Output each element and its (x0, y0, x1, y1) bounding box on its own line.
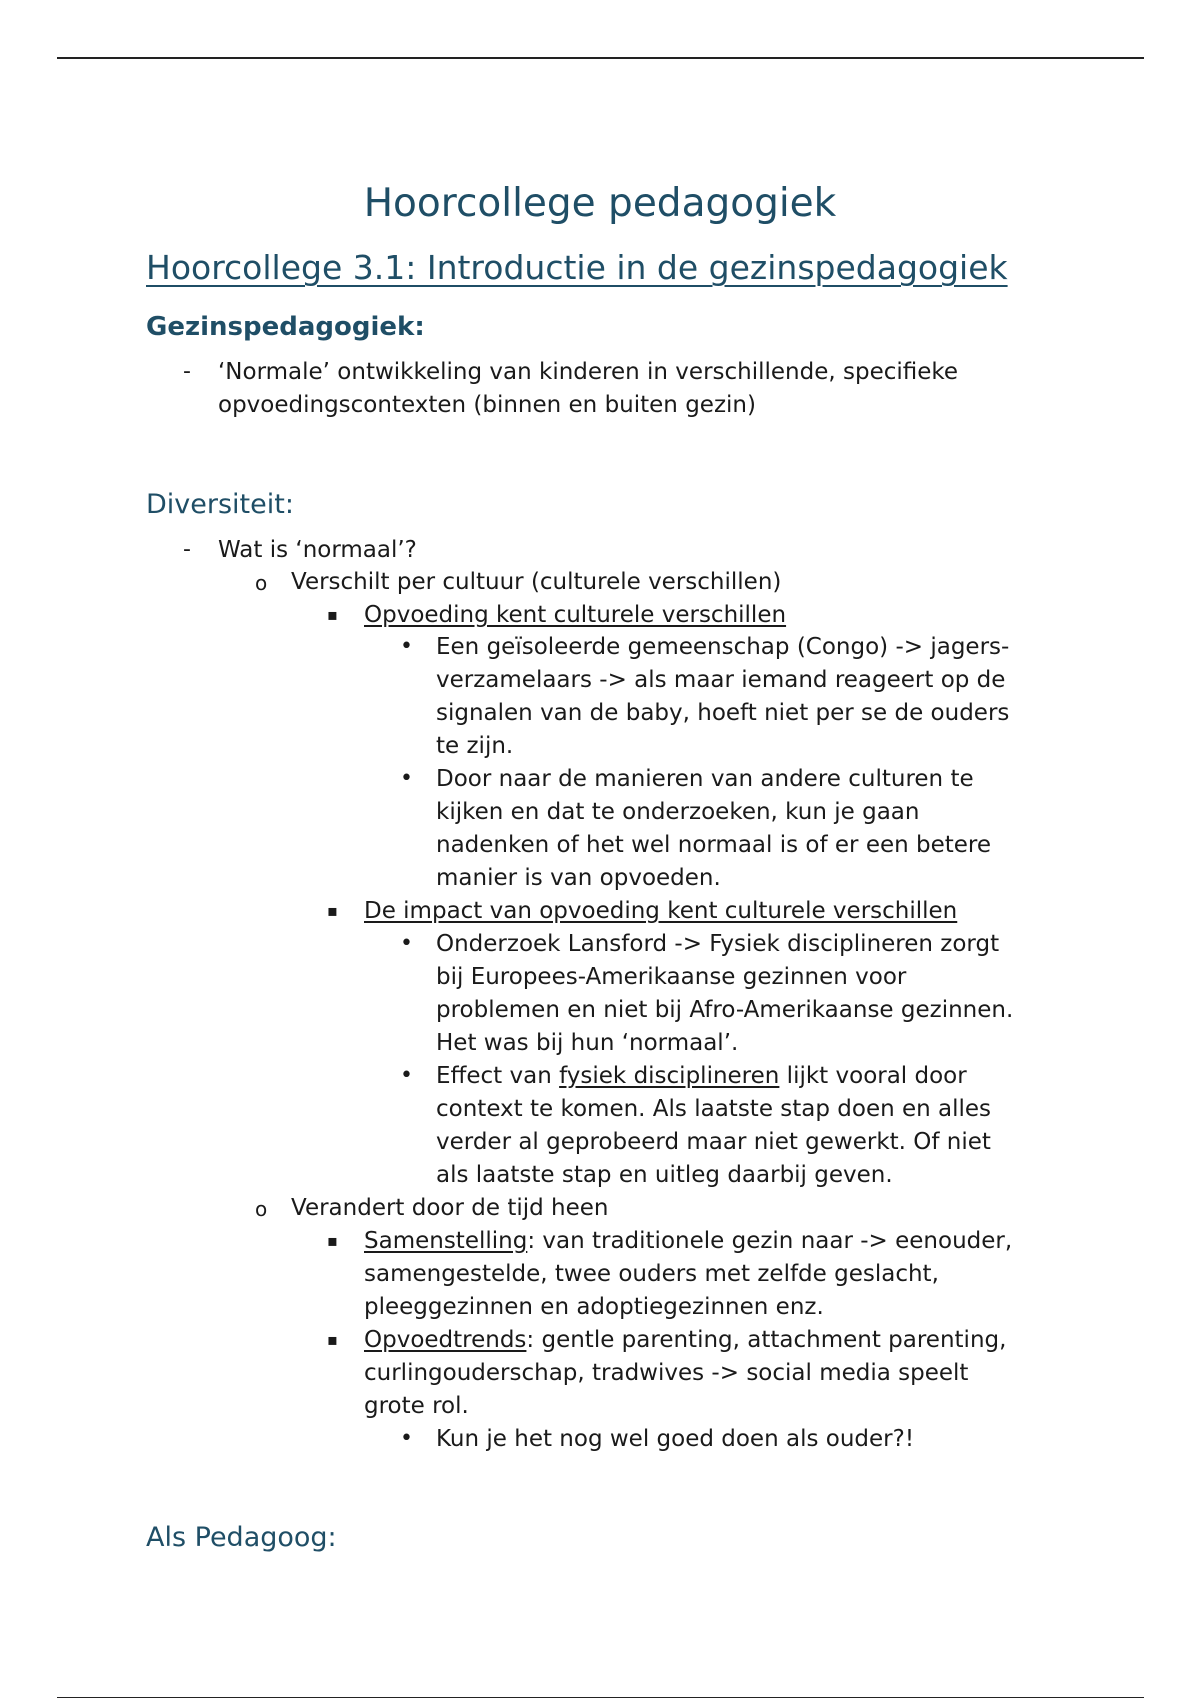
subheading: Gezinspedagogiek: (146, 312, 425, 342)
square-marker: ▪ (327, 605, 338, 624)
list-item-line: verder al geprobeerd maar niet gewerkt. Of niet (436, 1129, 991, 1155)
document-title: Hoorcollege pedagogiek (363, 181, 837, 226)
bullet-marker: • (400, 766, 413, 791)
list-item-line: verzamelaars -> als maar iemand reageert op de (436, 667, 1006, 693)
list-item-line: als laatste stap en uitleg daarbij geven. (436, 1162, 893, 1188)
list-item: Verandert door de tijd heen (291, 1195, 609, 1221)
bullet-marker: • (400, 1063, 413, 1088)
bullet-marker: • (400, 634, 413, 659)
list-item-line: context te komen. Als laatste stap doen en alles (436, 1096, 992, 1122)
list-item-line: Effect van fysiek disciplineren lijkt vooral door (436, 1063, 967, 1089)
list-item: Verschilt per cultuur (culturele verschillen) (291, 569, 782, 595)
diversiteit-heading: Diversiteit: (146, 489, 294, 520)
square-marker: ▪ (327, 901, 338, 920)
pedagoog-heading: Als Pedagoog: (146, 1522, 337, 1553)
list-item-line: Door naar de manieren van andere culturen te (436, 766, 974, 792)
square-marker: ▪ (327, 1231, 338, 1250)
dash-marker: - (183, 359, 191, 384)
list-item-line: problemen en niet bij Afro-Amerikaanse gezinnen. (436, 997, 1014, 1023)
list-item-line: bij Europees-Amerikaanse gezinnen voor (436, 964, 907, 990)
section-heading: Hoorcollege 3.1: Introductie in de gezinspedagogiek (146, 248, 1008, 287)
bottom-rule (57, 1697, 1144, 1698)
list-item-line: Het was bij hun ‘normaal’. (436, 1030, 739, 1056)
list-item-line: nadenken of het wel normaal is of er een betere (436, 832, 992, 858)
bullet-marker: • (400, 931, 413, 956)
list-item-line: Opvoedtrends: gentle parenting, attachment parenting, (364, 1327, 1007, 1353)
circle-marker: o (255, 571, 268, 595)
list-item-line: kijken en dat te onderzoeken, kun je gaan (436, 799, 920, 825)
bullet-marker: • (400, 1426, 413, 1451)
definition-line: ‘Normale’ ontwikkeling van kinderen in verschillende, specifieke (218, 359, 959, 385)
list-item: Opvoeding kent culturele verschillen (364, 602, 787, 628)
dash-marker: - (183, 537, 191, 562)
list-item-line: samengestelde, twee ouders met zelfde geslacht, (364, 1261, 939, 1287)
list-item-line: grote rol. (364, 1393, 469, 1419)
definition-line: opvoedingscontexten (binnen en buiten gezin) (218, 392, 756, 418)
list-item-line: manier is van opvoeden. (436, 865, 721, 891)
list-item: Wat is ‘normaal’? (218, 537, 417, 563)
list-item-line: signalen van de baby, hoeft niet per se de ouders (436, 700, 1010, 726)
list-item-line: Een geïsoleerde gemeenschap (Congo) -> jagers- (436, 634, 1010, 660)
list-item-line: Onderzoek Lansford -> Fysiek disciplineren zorgt (436, 931, 1000, 957)
list-item-line: Samenstelling: van traditionele gezin naar -> eenouder, (364, 1228, 1013, 1254)
list-item: Kun je het nog wel goed doen als ouder?! (436, 1426, 915, 1452)
circle-marker: o (255, 1197, 268, 1221)
list-item: De impact van opvoeding kent culturele verschillen (364, 898, 958, 924)
top-rule (57, 57, 1144, 59)
list-item-line: te zijn. (436, 733, 514, 759)
list-item-line: curlingouderschap, tradwives -> social media speelt (364, 1360, 969, 1386)
square-marker: ▪ (327, 1330, 338, 1349)
list-item-line: pleeggezinnen en adoptiegezinnen enz. (364, 1294, 824, 1320)
